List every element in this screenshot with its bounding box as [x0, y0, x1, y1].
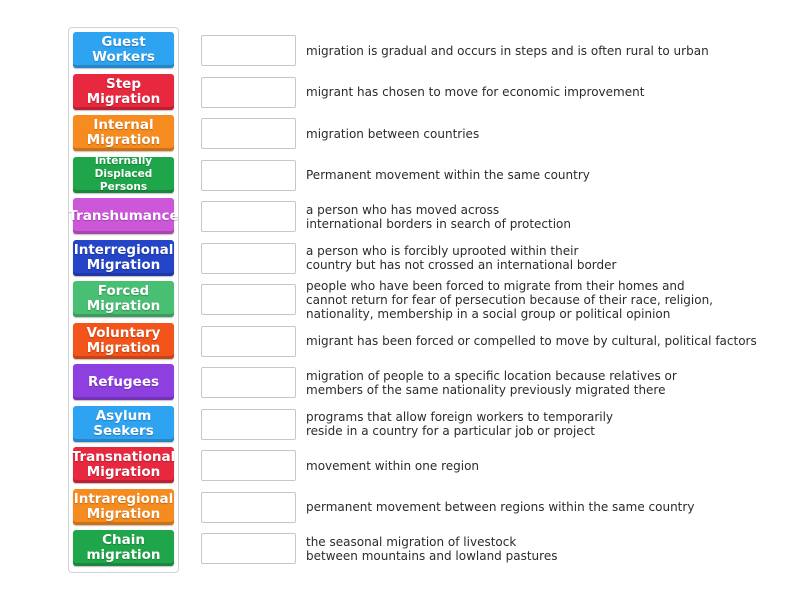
description-text: migrant has been forced or compelled to move by cultural, political factors	[306, 334, 757, 348]
drop-slot[interactable]	[201, 118, 296, 149]
description-text: Permanent movement within the same country	[306, 168, 590, 182]
drop-slot[interactable]	[201, 533, 296, 564]
description-text: permanent movement between regions within the same country	[306, 500, 695, 514]
drop-slot[interactable]	[201, 243, 296, 274]
answer-tile[interactable]: Transnational Migration	[73, 447, 174, 483]
answer-tile[interactable]: Forced Migration	[73, 281, 174, 317]
drop-slot[interactable]	[201, 77, 296, 108]
description-text: a person who is forcibly uprooted within their country but has not crossed an international border	[306, 244, 617, 272]
drop-slot[interactable]	[201, 35, 296, 66]
description-text: people who have been forced to migrate from their homes and cannot return for fear of persecution because of their race, religion, nationality, membership in a social group or political opinion	[306, 279, 713, 321]
drop-slot[interactable]	[201, 492, 296, 523]
description-text: migrant has chosen to move for economic improvement	[306, 85, 645, 99]
description-text: migration of people to a specific location because relatives or members of the same nationality previously migrated there	[306, 368, 677, 397]
answer-tile[interactable]: Guest Workers	[73, 32, 174, 68]
drop-slot[interactable]	[201, 409, 296, 440]
answer-tile[interactable]: Internal Migration	[73, 115, 174, 151]
answer-tile[interactable]: Interregional Migration	[73, 240, 174, 276]
answer-tile[interactable]: Transhumance	[73, 198, 174, 234]
description-text: movement within one region	[306, 458, 480, 473]
description-text: programs that allow foreign workers to temporarily reside in a country for a particular job or project	[306, 410, 614, 438]
answer-tile[interactable]: Internally Displaced Persons	[73, 157, 174, 193]
drop-slot[interactable]	[201, 450, 296, 481]
drop-slot[interactable]	[201, 326, 296, 357]
answer-tile[interactable]: Chain migration	[73, 530, 174, 566]
answer-tile[interactable]: Refugees	[73, 364, 174, 400]
drop-slot[interactable]	[201, 201, 296, 232]
description-text: migration between countries	[306, 126, 480, 141]
drop-slot[interactable]	[201, 284, 296, 315]
drop-slot[interactable]	[201, 160, 296, 191]
description-text: the seasonal migration of livestock between mountains and lowland pastures	[306, 534, 558, 563]
drop-slot[interactable]	[201, 367, 296, 398]
answer-tile[interactable]: Asylum Seekers	[73, 406, 174, 442]
description-text: migration is gradual and occurs in steps and is often rural to urban	[306, 43, 709, 58]
answer-tile[interactable]: Voluntary Migration	[73, 323, 174, 359]
answer-tile[interactable]: Step Migration	[73, 74, 174, 110]
answer-tile[interactable]: Intraregional Migration	[73, 489, 174, 525]
description-text: a person who has moved across international borders in search of protection	[306, 202, 571, 231]
